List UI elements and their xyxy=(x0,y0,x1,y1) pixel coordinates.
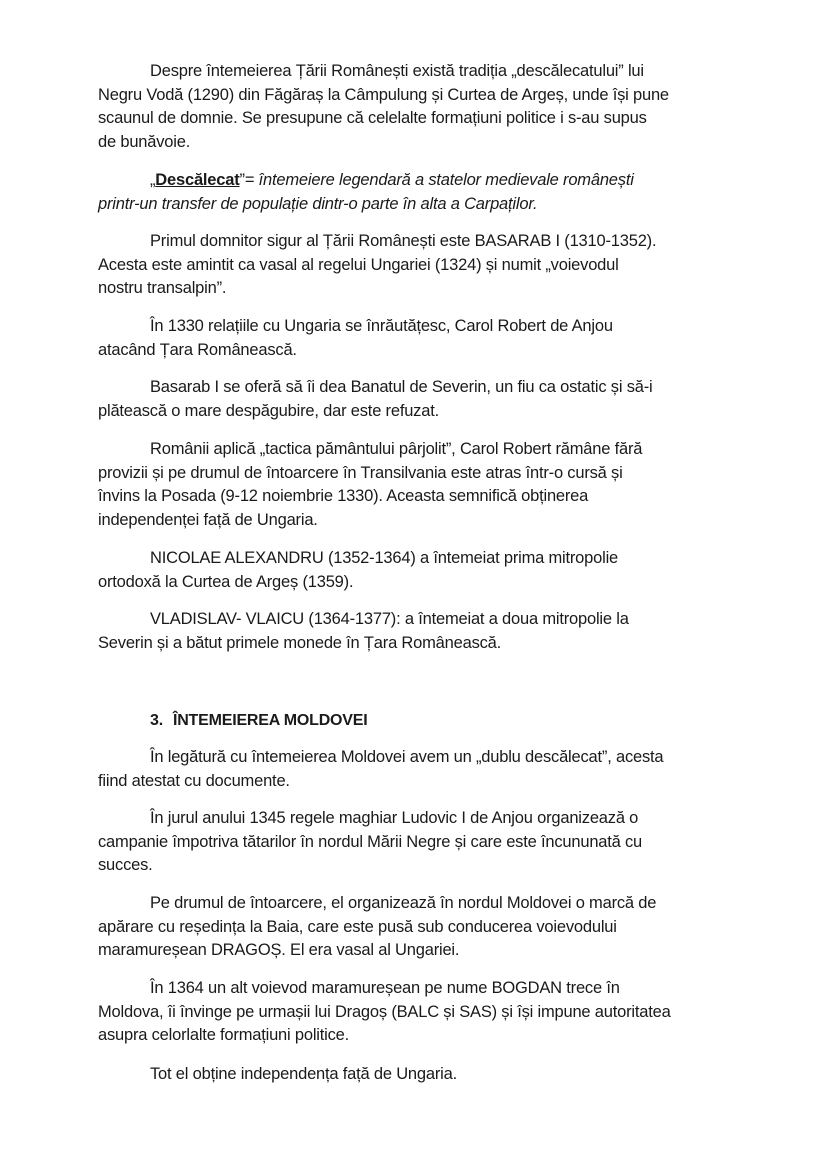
text-line: NICOLAE ALEXANDRU (1352-1364) a întemeiat prima mitropolie xyxy=(150,549,619,567)
paragraph-independenta xyxy=(98,1063,738,1087)
paragraph-vladislav-vlaicu xyxy=(98,608,738,655)
definition-line xyxy=(98,169,738,193)
text-line: de bunăvoie. xyxy=(98,132,191,151)
text-line: Despre întemeierea Țării Românești există tradiția „descălecatului” lui xyxy=(150,62,644,80)
text-line: Moldova, îi învinge pe urmașii lui Dragoș (BALC și SAS) și își impune autoritatea xyxy=(98,1002,671,1021)
text-line: plătească o mare despăgubire, dar este refuzat. xyxy=(98,401,439,420)
paragraph-basarab xyxy=(98,230,738,301)
text-line: Tot el obține independența față de Ungaria. xyxy=(150,1065,457,1083)
text-line: campanie împotriva tătarilor în nordul Mării Negre și care este încununată cu xyxy=(98,832,643,851)
paragraph-posada xyxy=(98,438,738,532)
text-line: învins la Posada (9-12 noiembrie 1330). Aceasta semnifică obținerea xyxy=(98,487,589,505)
text-line: Severin și a bătut primele monede în Țara Românească. xyxy=(98,633,502,652)
text-line: scaunul de domnie. Se presupune că celelalte formațiuni politice i s-au supus xyxy=(98,109,647,127)
definition-term: Descălecat xyxy=(155,171,240,189)
text-line: provizii și pe drumul de întoarcere în Transilvania este atras într-o cursă și xyxy=(98,463,623,482)
text-line: independenței față de Ungaria. xyxy=(98,510,318,529)
section-heading xyxy=(150,709,368,732)
open-quote: „ xyxy=(150,171,156,189)
definition-text: printr-un transfer de populație dintr-o parte în alta a Carpaților. xyxy=(98,194,538,213)
term-separator: ”= xyxy=(239,171,259,189)
paragraph-dragos xyxy=(98,892,738,963)
section-number: 3. xyxy=(150,712,163,729)
text-line: Primul domnitor sigur al Țării Românești este BASARAB I (1310-1352). xyxy=(150,232,657,250)
text-line: Negru Vodă (1290) din Făgăraș la Câmpulung și Curtea de Argeș, unde își pune xyxy=(98,85,669,104)
text-line: Basarab I se oferă să îi dea Banatul de Severin, un fiu ca ostatic și să-i xyxy=(150,378,653,396)
text-line: fiind atestat cu documente. xyxy=(98,771,290,790)
text-line: maramureșean DRAGOȘ. El era vasal al Ungariei. xyxy=(98,941,460,959)
text-line: În 1330 relațiile cu Ungaria se înrăutățesc, Carol Robert de Anjou xyxy=(150,317,613,335)
text-line: Românii aplică „tactica pământului pârjolit”, Carol Robert rămâne fără xyxy=(150,440,643,458)
paragraph-dublu-descalecat xyxy=(98,746,738,793)
paragraph-ludovic xyxy=(98,807,738,878)
text-line: nostru transalpin”. xyxy=(98,279,227,297)
text-line: Pe drumul de întoarcere, el organizează în nordul Moldovei o marcă de xyxy=(150,894,657,912)
section-title: ÎNTEMEIEREA MOLDOVEI xyxy=(172,712,368,729)
definition-paragraph xyxy=(98,169,738,216)
paragraph-nicolae-alexandru xyxy=(98,547,738,594)
definition-text: întemeiere legendară a statelor medievale românești xyxy=(258,171,634,189)
text-line: asupra celorlalte formațiuni politice. xyxy=(98,1026,350,1044)
paragraph-descalecat-tradition xyxy=(98,60,738,154)
text-line: În legătură cu întemeierea Moldovei avem un „dublu descălecat”, acesta xyxy=(150,748,664,766)
paragraph-1330-relations xyxy=(98,315,738,362)
text-line: atacând Țara Românească. xyxy=(98,340,297,359)
text-line: În jurul anului 1345 regele maghiar Ludovic I de Anjou organizează o xyxy=(150,809,639,827)
paragraph-bogdan xyxy=(98,977,738,1048)
text-line: succes. xyxy=(98,856,153,874)
text-line: Acesta este amintit ca vasal al regelui Ungariei (1324) și numit „voievodul xyxy=(98,255,619,274)
text-line: ortodoxă la Curtea de Argeș (1359). xyxy=(98,572,354,591)
text-line: apărare cu reședința la Baia, care este pusă sub conducerea voievodului xyxy=(98,917,617,936)
paragraph-basarab-offer xyxy=(98,376,738,423)
text-line: VLADISLAV- VLAICU (1364-1377): a întemeiat a doua mitropolie la xyxy=(150,610,629,628)
text-line: În 1364 un alt voievod maramureșean pe nume BOGDAN trece în xyxy=(150,979,620,997)
